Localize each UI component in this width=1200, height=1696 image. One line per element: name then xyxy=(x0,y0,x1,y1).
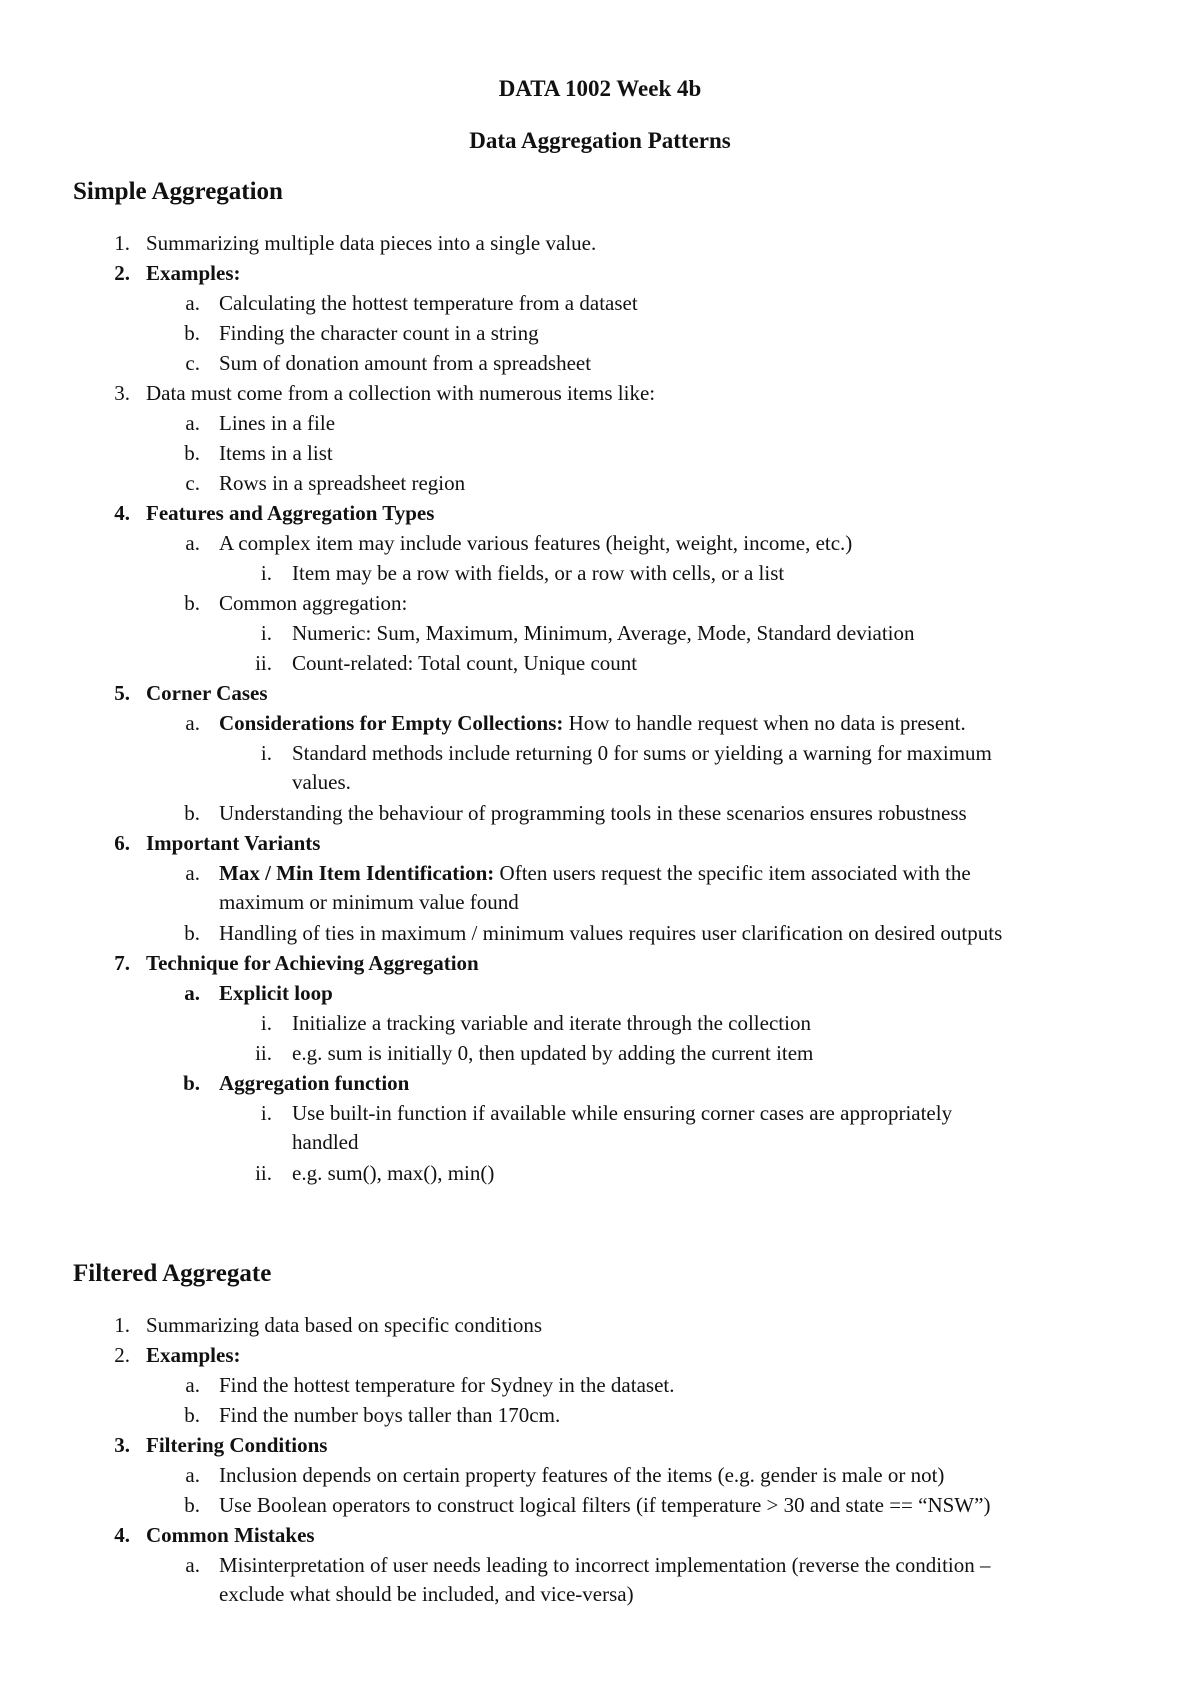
section-heading-simple-aggregation: Simple Aggregation xyxy=(73,178,283,205)
document-page: DATA 1002 Week 4b Data Aggregation Patterns Simple Aggregation 1. Summarizing multiple data pieces into a single value. 2. Examples: a. Calculating the hottest temperature from a dataset b. Finding the character count in a string c. Sum of donation amount from a spreadsheet 3. Data must come from a collection with numerous items like: a. Lines in a file b. Items in a list c. Rows in a spreadsheet region 4. Features and Aggregation Types a. A complex item may include various features (height, weight, income, etc.) i. Item may be a row with fields, or a row with cells, or a list b. Common aggregation: i. Numeric: Sum, Maximum, Minimum, Average, Mode, Standard deviation ii. Count-related: Total count, Unique count 5. Corner Cases a. Considerations for Empty Collections: How to handle request when no data is present. i. Standard methods include returning 0 for sums or yielding a warning for maximum values. b. Understanding the behaviour of programming tools in these scenarios ensures robustness 6. Important Variants a. Max / Min Item Identification: Often users request the specific item associated with the maximum or minimum value found b. Handling of ties in maximum / minimum values requires user clarification on desired outputs 7. Technique for Achieving Aggregation a. Explicit loop i. Initialize a tracking variable and iterate through the collection ii. e.g. sum is initially 0, then updated by adding the current item b. Aggregation function i. Use built-in function if available while ensuring corner cases are appropriately handled ii. e.g. sum(), max(), min() Filtered Aggregate 1. Summarizing data based on specific conditions 2. Examples: a. Find the hottest temperature for Sydney in the dataset. b. Find the number boys taller than 170cm. 3. Filtering Conditions a. Inclusion depends on certain property features of the items (e.g. gender is male or not) b. Use Boolean operators to construct logical filters (if temperature > 30 and state == “NSW”) 4. Common Mistakes a. Misinterpretation of user needs leading to incorrect implementation (reverse the condition – exclude what should be included, and vice-versa) xyxy=(0,0,1200,1696)
document-title: DATA 1002 Week 4b xyxy=(498,76,702,101)
section-heading-filtered-aggregate: Filtered Aggregate xyxy=(73,1260,272,1287)
document-subtitle: Data Aggregation Patterns xyxy=(469,128,731,153)
